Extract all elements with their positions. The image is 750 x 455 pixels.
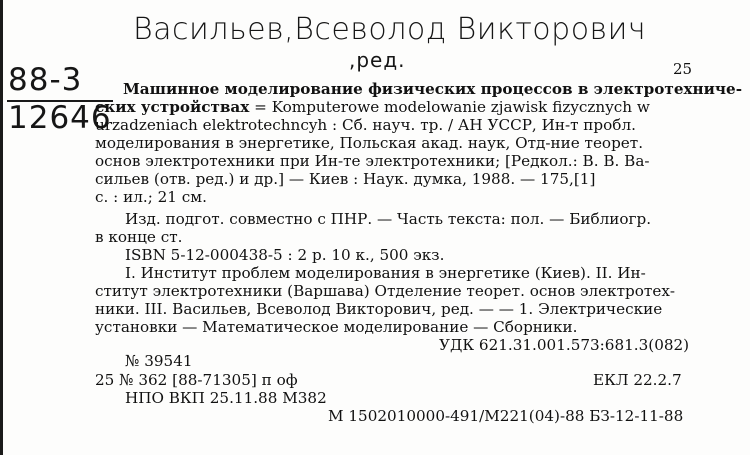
note-line: в конце ст. [95,228,183,246]
shelf-mark-bottom: 12646 [8,100,112,136]
handwritten-editor-note: ,ред. [349,48,406,72]
udc-code: УДК 621.31.001.573:681.3(082) [439,336,690,354]
title-continuation: ских устройствах [95,98,250,116]
tracing-line: установки — Математическое моделирование — Сборники. [95,318,578,336]
price-code: М 1502010000-491/М221(04)-88 БЗ-12-11-88 [328,407,684,425]
description-line: сильев (отв. ред.) и др.] — Киев : Наук. думка, 1988. — 175,[1] [95,170,596,188]
parallel-title: = Komputerowe modelowanie zjawisk fizycznych w [254,98,650,116]
description-line: с. : ил.; 21 см. [95,188,207,206]
tracing-line: ники. III. Васильев, Всеволод Викторович, ред. — — 1. Электрические [95,300,663,318]
record-number: № 39541 [125,352,193,370]
description-line: основ электротехники при Ин-те электротехники; [Редкол.: В. В. Ва- [95,152,650,170]
isbn-line: ISBN 5-12-000438-5 : 2 р. 10 к., 500 экз. [125,246,445,264]
handwritten-heading: Васильев,Всеволод Викторович [133,12,647,47]
description-line: моделирования в энергетике, Польская акад. наук, Отд-ние теорет. [95,134,644,152]
printer-line: НПО ВКП 25.11.88 М382 [125,389,327,407]
tracing-line: ститут электротехники (Варшава) Отделение теорет. основ электротех- [95,282,676,300]
title-line-2 [95,98,650,116]
description-line: urzadzeniach elektrotechncyh : Сб. науч. тр. / АН УССР, Ин-т пробл. [95,116,636,134]
title-line-1: Машинное моделирование физических процессов в электротехниче- [123,80,743,98]
page-number: 25 [673,60,693,78]
tracing-line: I. Институт проблем моделирования в энергетике (Киев). II. Ин- [125,264,646,282]
ekl-code: ЕКЛ 22.2.7 [593,371,682,389]
note-line: Изд. подгот. совместно с ПНР. — Часть текста: пол. — Библиогр. [125,210,652,228]
shelf-mark-top: 88-3 [8,62,83,98]
order-line: 25 № 362 [88-71305] п оф [95,371,298,389]
